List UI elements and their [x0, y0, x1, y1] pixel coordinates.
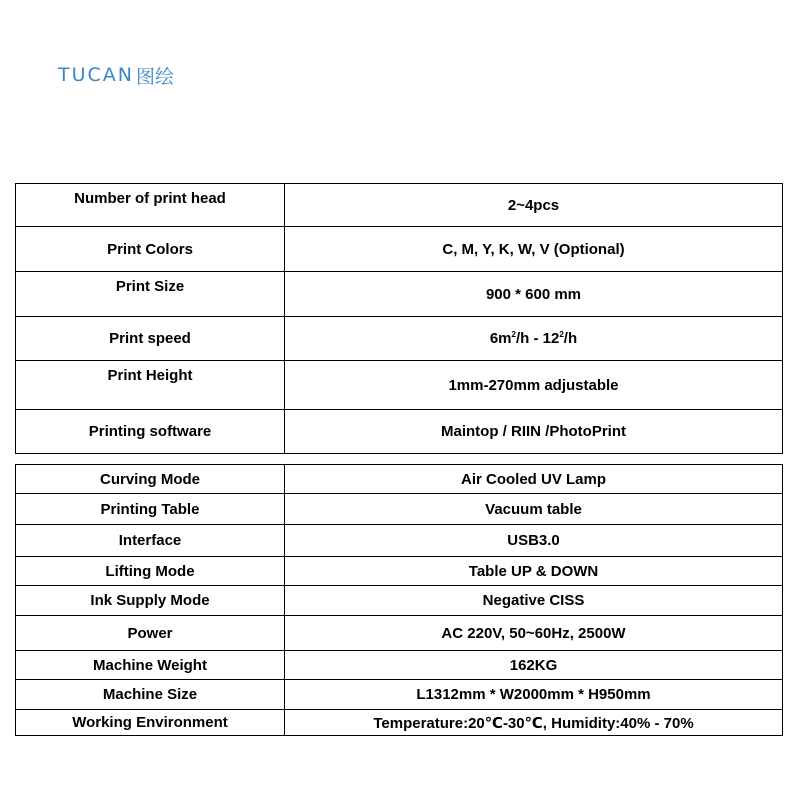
table-row	[16, 317, 783, 361]
spec-label: Print Height	[16, 361, 285, 410]
table-row	[16, 465, 783, 494]
table-row	[16, 525, 783, 557]
table-row	[16, 361, 783, 410]
table-row	[16, 184, 783, 227]
spec-label: Working Environment	[16, 710, 285, 736]
spec-label: Ink Supply Mode	[16, 586, 285, 616]
tucan-logo	[58, 62, 174, 88]
table-row	[16, 651, 783, 680]
spec-value: L1312mm * W2000mm * H950mm	[285, 680, 783, 710]
spec-label: Machine Weight	[16, 651, 285, 680]
spec-label: Printing software	[16, 410, 285, 454]
spec-value: $6m^2/h - 12^2/h$	[285, 317, 783, 361]
logo-text: TUCAN	[58, 64, 134, 86]
logo-cjk-text: 图绘	[136, 65, 175, 88]
spec-value: Table UP & DOWN	[285, 557, 783, 586]
spec-value: Air Cooled UV Lamp	[285, 465, 783, 494]
spec-label: Printing Table	[16, 494, 285, 525]
spec-label: Print Colors	[16, 227, 285, 272]
table-row	[16, 272, 783, 317]
spec-label: Machine Size	[16, 680, 285, 710]
spec-table-primary	[15, 183, 783, 454]
spec-value: Vacuum table	[285, 494, 783, 525]
spec-label: Number of print head	[16, 184, 285, 227]
table-row	[16, 616, 783, 651]
spec-value: 1mm-270mm adjustable	[285, 361, 783, 410]
spec-label: Lifting Mode	[16, 557, 285, 586]
spec-value: 162KG	[285, 651, 783, 680]
table-row	[16, 227, 783, 272]
spec-value: 900 * 600 mm	[285, 272, 783, 317]
spec-value: 2~4pcs	[285, 184, 783, 227]
table-row	[16, 410, 783, 454]
table-row	[16, 680, 783, 710]
spec-label: Print Size	[16, 272, 285, 317]
spec-value: USB3.0	[285, 525, 783, 557]
table-row	[16, 586, 783, 616]
spec-value: AC 220V, 50~60Hz, 2500W	[285, 616, 783, 651]
spec-value: Temperature:20℃-30℃, Humidity:40% - 70%	[285, 710, 783, 736]
spec-label: Power	[16, 616, 285, 651]
spec-table-secondary	[15, 464, 783, 736]
table-row	[16, 557, 783, 586]
spec-label: Curving Mode	[16, 465, 285, 494]
spec-value: C, M, Y, K, W, V (Optional)	[285, 227, 783, 272]
table-row	[16, 710, 783, 736]
table-row	[16, 494, 783, 525]
spec-label: Print speed	[16, 317, 285, 361]
spec-label: Interface	[16, 525, 285, 557]
spec-value: Maintop / RIIN /PhotoPrint	[285, 410, 783, 454]
spec-value: Negative CISS	[285, 586, 783, 616]
